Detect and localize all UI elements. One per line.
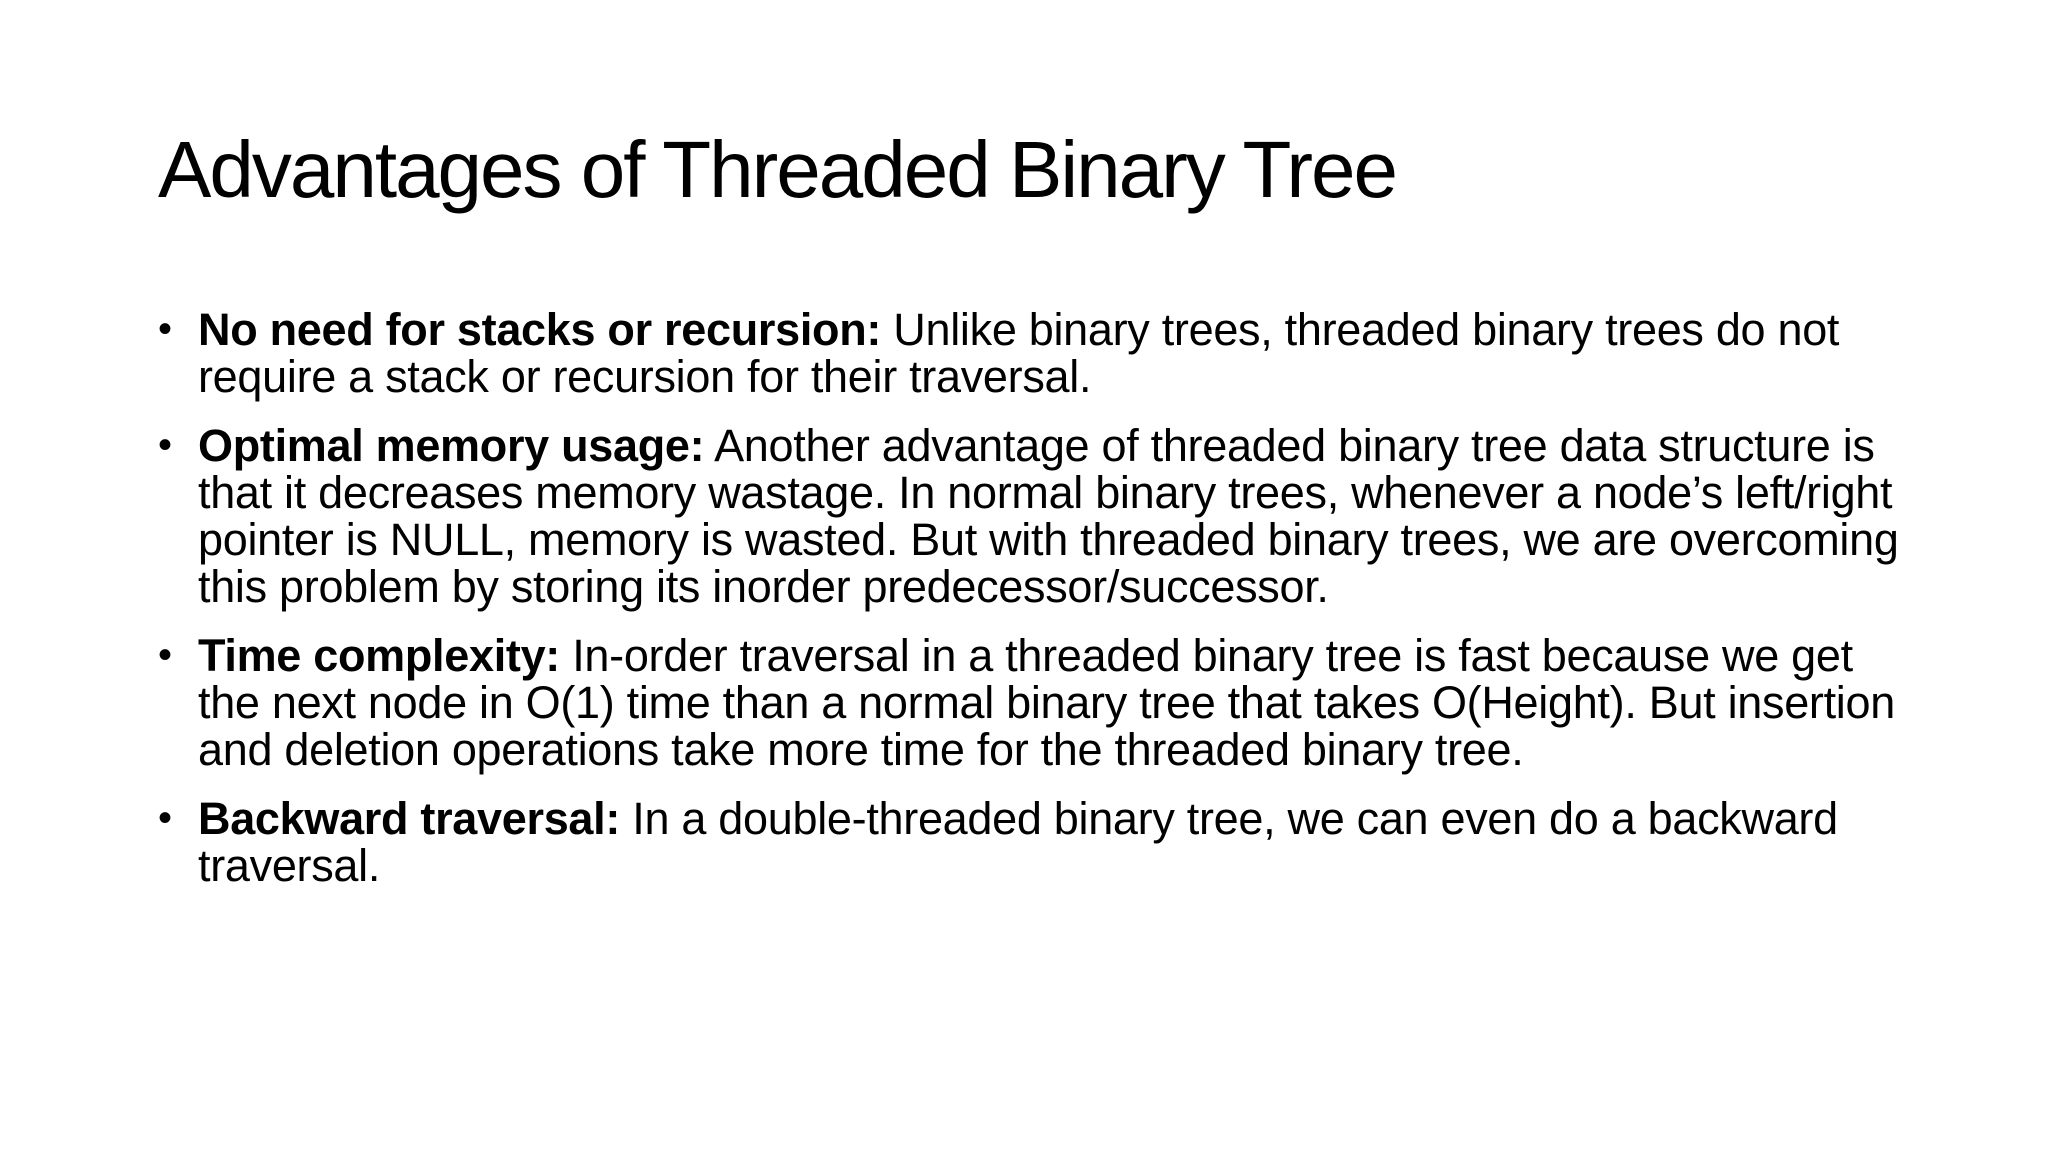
bullet-item-no-stack bbox=[158, 306, 1918, 400]
bullet-list bbox=[158, 306, 1918, 911]
bullet-dot-icon: • bbox=[158, 796, 172, 840]
bullet-dot-icon: • bbox=[158, 307, 172, 351]
bullet-text: Unlike binary trees, threaded binary trees do not require a stack or recursion for their traversal. bbox=[198, 304, 1840, 402]
bullet-item-memory bbox=[158, 422, 1918, 610]
bullet-text: In-order traversal in a threaded binary tree is fast because we get the next node in O(1) time than a normal binary tree that takes O(Height). But insertion and deletion operations take more time for the threaded binary tree. bbox=[198, 630, 1895, 775]
bullet-term: Time complexity: bbox=[198, 630, 560, 681]
slide-title: Advantages of Threaded Binary Tree bbox=[158, 125, 1397, 214]
bullet-text: In a double-threaded binary tree, we can even do a backward traversal. bbox=[198, 793, 1838, 891]
bullet-text: Another advantage of threaded binary tree data structure is that it decreases memory wastage. In normal binary trees, whenever a node’s left/right pointer is NULL, memory is wasted. But with threaded binary trees, we are overcoming this problem by storing its inorder predecessor/successor. bbox=[198, 420, 1899, 612]
bullet-item-time-complexity bbox=[158, 632, 1918, 773]
bullet-dot-icon: • bbox=[158, 423, 172, 467]
bullet-dot-icon: • bbox=[158, 633, 172, 677]
bullet-term: Optimal memory usage: bbox=[198, 420, 705, 471]
bullet-term: Backward traversal: bbox=[198, 793, 621, 844]
bullet-term: No need for stacks or recursion: bbox=[198, 304, 882, 355]
bullet-item-backward-traversal bbox=[158, 795, 1918, 889]
